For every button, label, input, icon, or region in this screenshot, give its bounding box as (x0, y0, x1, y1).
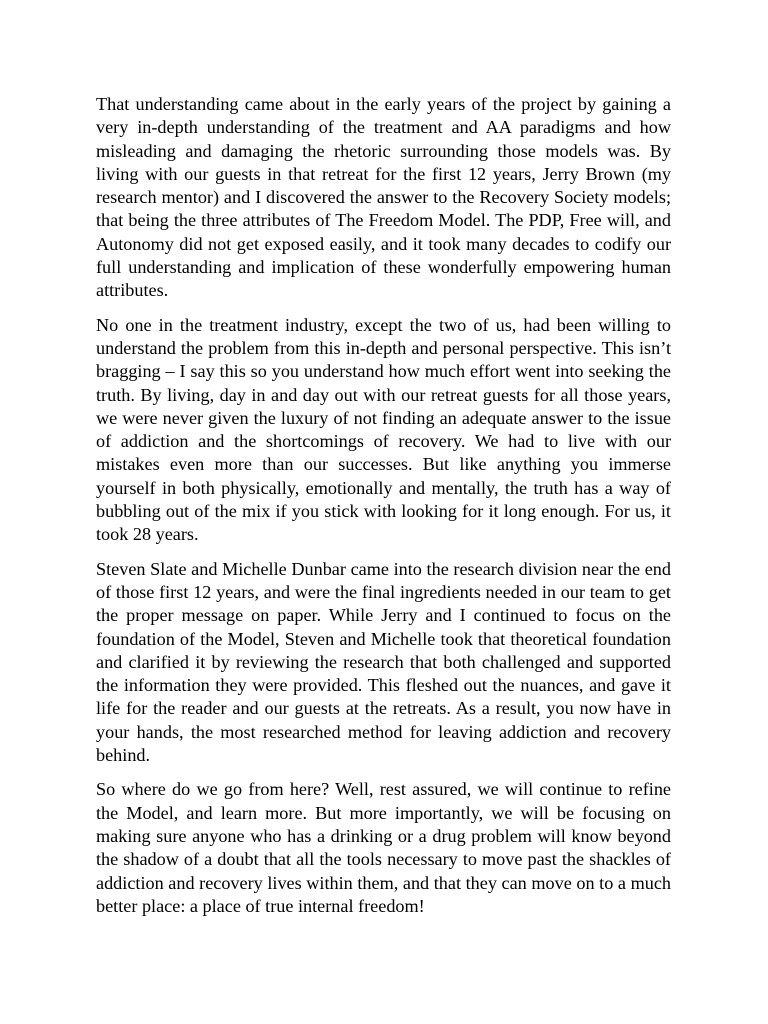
paragraph-3: Steven Slate and Michelle Dunbar came into the research division near the end of those first 12 years, and were the final ingredients needed in our team to get the proper message on paper. While Jerry and I continued to focus on the foundation of the Model, Steven and Michelle took that theoretical foundation and clarified it by reviewing the research that both challenged and supported the information they were provided. This fleshed out the nuances, and gave it life for the reader and our guests at the retreats. As a result, you now have in your hands, the most researched method for leaving addiction and recovery behind. (96, 558, 671, 766)
paragraph-1: That understanding came about in the early years of the project by gaining a very in-depth understanding of the treatment and AA paradigms and how misleading and damaging the rhetoric surrounding those models was. By living with our guests in that retreat for the first 12 years, Jerry Brown (my research mentor) and I discovered the answer to the Recovery Society models; that being the three attributes of The Freedom Model. The PDP, Free will, and Autonomy did not get exposed easily, and it took many decades to codify our full understanding and implication of these wonderfully empowering human attributes. (96, 94, 671, 301)
paragraph-4: So where do we go from here? Well, rest assured, we will continue to refine the Model, and learn more. But more importantly, we will be focusing on making sure anyone who has a drinking or a drug problem will know beyond the shadow of a doubt that all the tools necessary to move past the shackles of addiction and recovery lives within them, and that they can move on to a much better place: a place of true internal freedom! (96, 779, 671, 916)
document-page (96, 93, 671, 929)
paragraph-2: No one in the treatment industry, except the two of us, had been willing to understand the problem from this in-depth and personal perspective. This isn’t bragging – I say this so you understand how much effort went into seeking the truth. By living, day in and day out with our retreat guests for all those years, we were never given the luxury of not finding an adequate answer to the issue of addiction and the shortcomings of recovery. We had to live with our mistakes even more than our successes. But like anything you immerse yourself in both physically, emotionally and mentally, the truth has a way of bubbling out of the mix if you stick with looking for it long enough. For us, it took 28 years. (96, 314, 671, 545)
